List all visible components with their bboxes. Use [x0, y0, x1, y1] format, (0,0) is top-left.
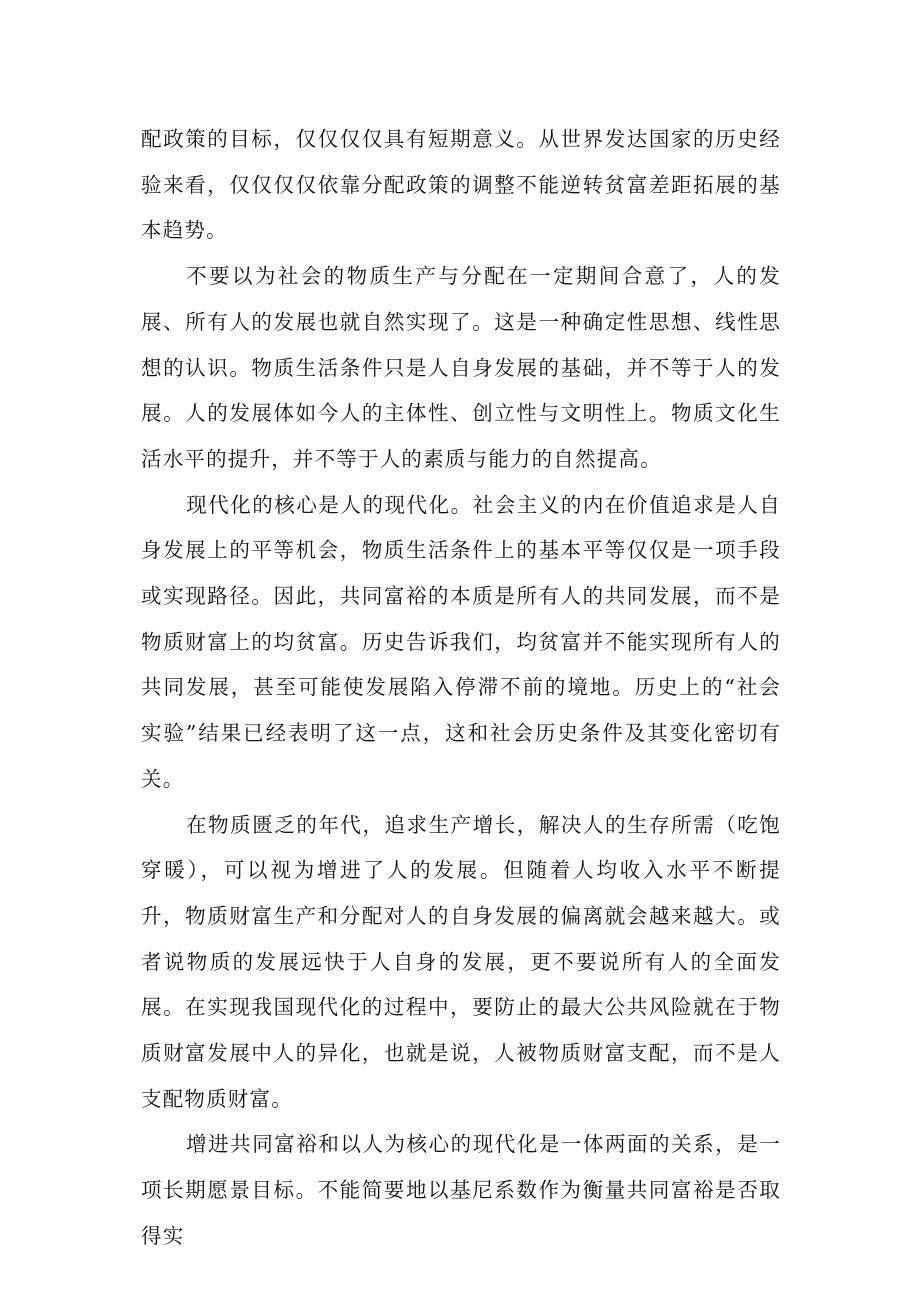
paragraph-3: 现代化的核心是人的现代化。社会主义的内在价值追求是人自身发展上的平等机会，物质生活条件上的基本平等仅仅是一项手段或实现路径。因此，共同富裕的本质是所有人的共同发展，而不是物质财富上的均贫富。历史告诉我们，均贫富并不能实现所有人的共同发展，甚至可能使发展陷入停滞不前的境地。历史上的“社会实验”结果已经表明了这一点，这和社会历史条件及其变化密切有关。 — [141, 492, 781, 791]
paragraph-1-continuation: 配政策的目标，仅仅仅仅具有短期意义。从世界发达国家的历史经验来看，仅仅仅仅依靠分配政策的调整不能逆转贫富差距拓展的基本趋势。 — [141, 127, 781, 243]
paragraph-2: 不要以为社会的物质生产与分配在一定期间合意了，人的发展、所有人的发展也就自然实现了。这是一种确定性思想、线性思想的认识。物质生活条件只是人自身发展的基础，并不等于人的发展。人的发展体如今人的主体性、创立性与文明性上。物质文化生活水平的提升，并不等于人的素质与能力的自然提高。 — [141, 264, 781, 471]
paragraph-5: 增进共同富裕和以人为核心的现代化是一体两面的关系，是一项长期愿景目标。不能简要地以基尼系数作为衡量共同富裕是否取得实 — [141, 1132, 781, 1248]
document-body — [141, 117, 781, 1260]
paragraph-4: 在物质匮乏的年代，追求生产增长，解决人的生存所需（吃饱穿暖），可以视为增进了人的发展。但随着人均收入水平不断提升，物质财富生产和分配对人的自身发展的偏离就会越来越大。或者说物质的发展远快于人自身的发展，更不要说所有人的全面发展。在实现我国现代化的过程中，要防止的最大公共风险就在于物质财富发展中人的异化，也就是说，人被物质财富支配，而不是人支配物质财富。 — [141, 812, 781, 1111]
